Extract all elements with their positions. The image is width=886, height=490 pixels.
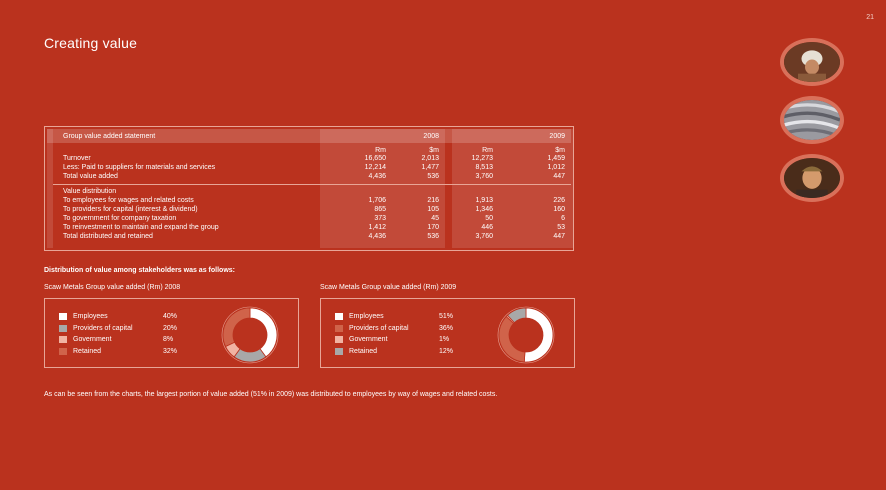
legend-pct: 8% [163,336,174,343]
cell: 160 [553,206,565,213]
cell: 50 [485,215,493,222]
row-label: To providers for capital (interest & dividend) [63,206,198,213]
table-heading: Group value added statement [63,133,156,140]
table-row [45,188,573,196]
cell: 1,346 [475,206,493,213]
section-label: Value distribution [63,188,117,195]
legend-name: Retained [73,347,102,355]
unit: Rm [375,147,386,154]
legend-pct: 12% [439,347,454,355]
legend-swatch [59,313,67,320]
cell: 4,436 [368,233,386,240]
cell: 1,012 [547,164,565,171]
cell: 4,436 [368,173,386,180]
units-row [45,147,573,155]
cell: 536 [427,173,439,180]
footnote: As can be seen from the charts, the largest portion of value added (51% in 2009) was distributed to employees by way of wages and related costs. [44,391,498,398]
donut-chart-2008 [215,305,285,365]
legend-pct: 1% [439,336,450,343]
legend-pct: 36% [439,324,454,332]
legend-swatch [59,325,67,332]
legend-pct: 40% [163,313,178,320]
table-row [45,164,573,172]
legend-name: Retained [349,347,378,355]
chart-2009-title: Scaw Metals Group value added (Rm) 2009 [320,284,457,291]
row-label: Total value added [63,173,118,180]
chart-2008-box [44,298,299,368]
cell: 373 [374,215,386,222]
cell: 105 [427,206,439,213]
cell: 2,013 [421,155,439,162]
cell: 216 [427,197,439,204]
legend-name: Government [73,336,112,343]
cell: 446 [481,224,493,231]
legend-name: Providers of capital [349,324,409,332]
donut-chart-2009 [491,305,561,365]
table-row [45,224,573,232]
cell: 3,760 [475,233,493,240]
donut-slice-employees [524,308,553,362]
cell: 3,760 [475,173,493,180]
table-row [45,197,573,205]
table-row [45,215,573,223]
man-portrait-photo [780,154,844,202]
worker-photo [780,38,844,86]
row-label: Turnover [63,155,91,162]
legend-swatch [335,325,343,332]
table-divider [53,184,571,185]
table-row [45,155,573,163]
cell: 6 [561,215,565,222]
distribution-heading: Distribution of value among stakeholders was as follows: [44,267,235,274]
cell: 53 [557,224,565,231]
chart-2009-box [320,298,575,368]
row-label: Less: Paid to suppliers for materials and services [63,164,216,171]
table-row [45,233,573,241]
value-added-table [44,126,574,251]
cell: 12,214 [364,164,386,171]
row-label: To employees for wages and related costs [63,197,194,204]
year-2008: 2008 [423,133,439,140]
cell: 45 [431,215,439,222]
cell: 865 [374,206,386,213]
unit: $m [429,147,439,154]
cell: 226 [553,197,565,204]
page-number: 21 [866,14,874,21]
row-label: To government for company taxation [63,215,177,222]
cell: 8,513 [475,164,493,171]
cell: 447 [553,173,565,180]
table-row [45,173,573,181]
row-label: To reinvestment to maintain and expand the group [63,224,219,231]
cell: 170 [427,224,439,231]
unit: $m [555,147,565,154]
legend-pct: 51% [439,313,454,320]
unit: Rm [482,147,493,154]
legend-swatch [335,336,343,343]
chart-2008-title: Scaw Metals Group value added (Rm) 2008 [44,284,181,291]
cell: 1,412 [368,224,386,231]
legend-name: Employees [349,313,384,320]
cell: 1,459 [547,155,565,162]
legend-pct: 20% [163,324,178,332]
donut-slice-providers-of-capital [499,317,525,362]
cell: 1,706 [368,197,386,204]
legend-pct: 32% [163,347,178,355]
legend-swatch [59,336,67,343]
row-label: Total distributed and retained [63,233,153,240]
donut-slice-employees [250,308,277,357]
cell: 536 [427,233,439,240]
cell: 1,913 [475,197,493,204]
cell: 16,650 [364,155,386,162]
cell: 1,477 [421,164,439,171]
year-2009: 2009 [549,133,565,140]
steel-coils-photo [780,96,844,144]
page-title: Creating value [44,35,138,51]
table-row [45,206,573,214]
legend-name: Providers of capital [73,324,133,332]
donut-slice-retained [223,308,250,346]
legend-swatch [335,348,343,355]
cell: 12,273 [471,155,493,162]
legend-name: Employees [73,313,108,320]
legend-swatch [59,348,67,355]
cell: 447 [553,233,565,240]
legend-name: Government [349,336,388,343]
legend-swatch [335,313,343,320]
